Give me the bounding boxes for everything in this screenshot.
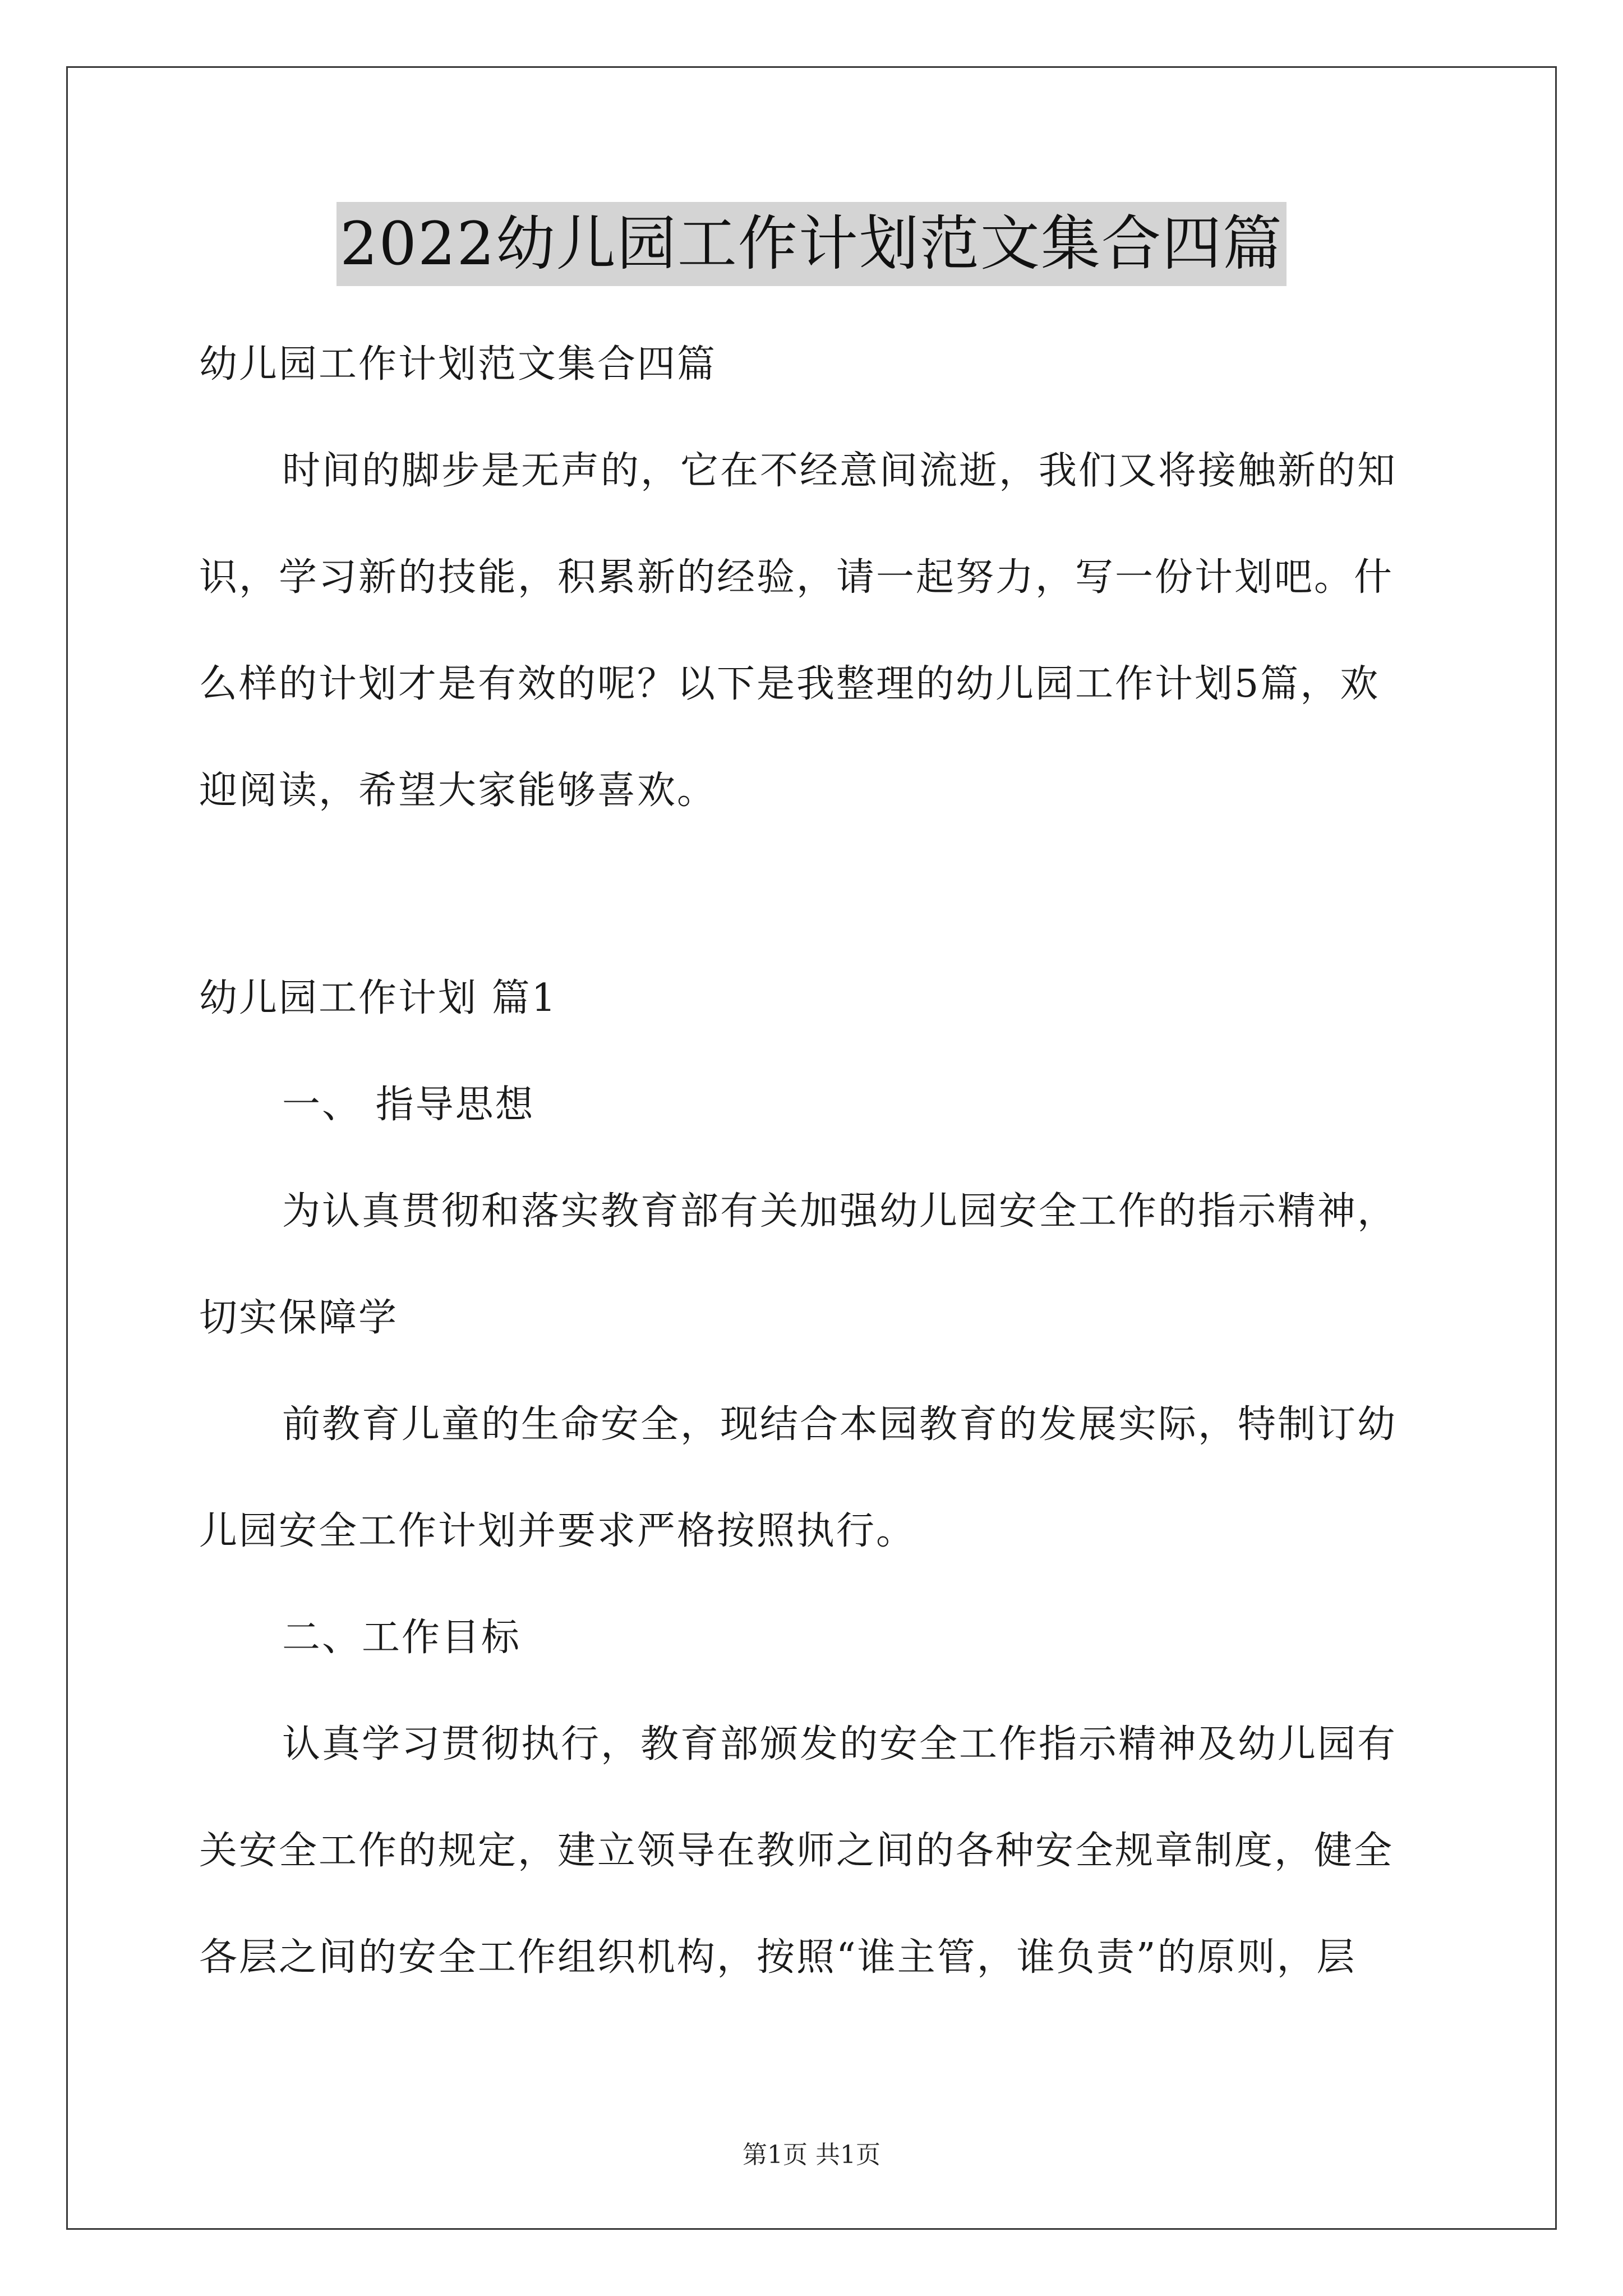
paragraph-line: 时间的脚步是无声的，它在不经意间流逝，我们又将接触新的知 [282,449,1398,493]
subtitle-line: 幼儿园工作计划范文集合四篇 [199,342,717,386]
subsection-heading: 一、 指导思想 [282,1083,535,1127]
paragraph-line: 为认真贯彻和落实教育部有关加强幼儿园安全工作的指示精神， [282,1189,1398,1234]
paragraph-line: 关安全工作的规定，建立领导在教师之间的各种安全规章制度，健全 [199,1829,1394,1873]
document-body [199,311,1427,2011]
paragraph-line: 切实保障学 [199,1296,399,1340]
title-area [0,202,1623,286]
document-title: 2022幼儿园工作计划范文集合四篇 [336,202,1287,286]
subsection-heading: 二、工作目标 [282,1616,522,1660]
paragraph-gap [199,844,1427,945]
page-footer: 第1页 共1页 [743,2141,880,2169]
paragraph-line: 迎阅读，希望大家能够喜欢。 [199,769,717,813]
paragraph-line: 儿园安全工作计划并要求严格按照执行。 [199,1509,916,1553]
paragraph-line: 认真学习贯彻执行，教育部颁发的安全工作指示精神及幼儿园有 [282,1722,1398,1766]
paragraph-line: 么样的计划才是有效的呢？以下是我整理的幼儿园工作计划5篇，欢 [199,662,1380,706]
paragraph-line: 各层之间的安全工作组织机构，按照“谁主管，谁负责”的原则，层 [199,1935,1357,1980]
paragraph-line: 前教育儿童的生命安全，现结合本园教育的发展实际，特制订幼 [282,1402,1398,1447]
paragraph-line: 识，学习新的技能，积累新的经验，请一起努力，写一份计划吧。什 [199,555,1394,600]
section-heading: 幼儿园工作计划 篇1 [199,976,557,1020]
